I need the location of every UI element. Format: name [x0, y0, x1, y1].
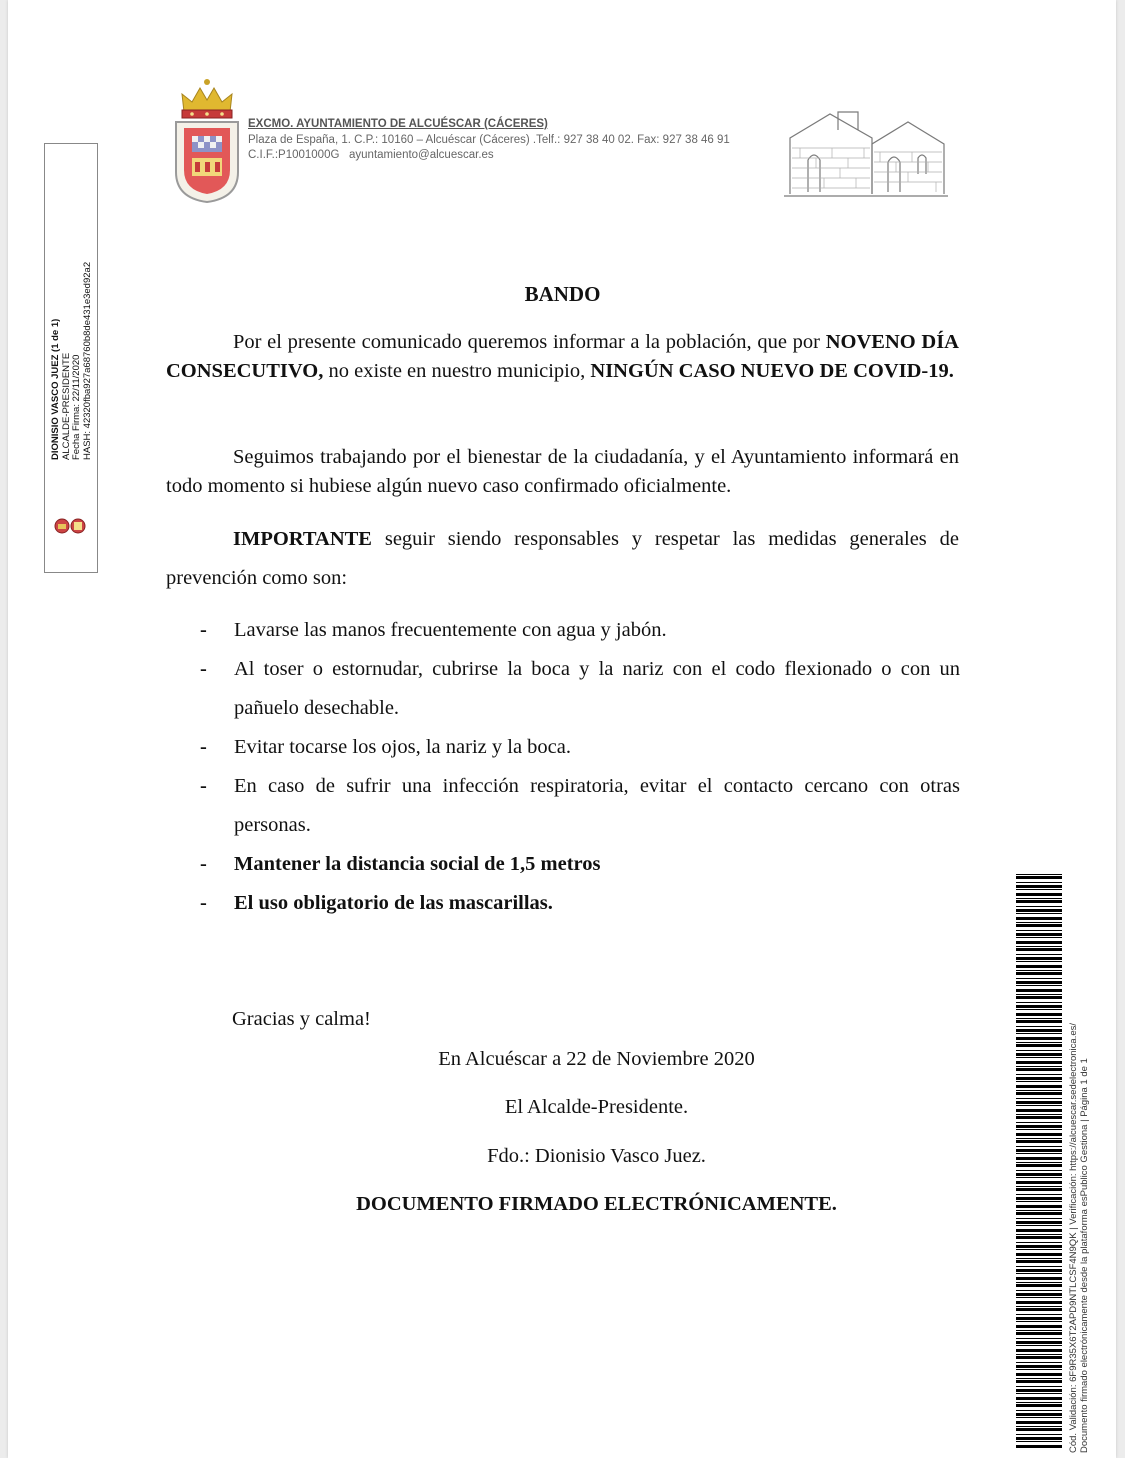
p1-text-b: no existe en nuestro municipio,: [323, 360, 591, 382]
barcode-bar: [1016, 1061, 1062, 1064]
barcode-bar: [1016, 1053, 1062, 1056]
barcode-bar: [1016, 1249, 1062, 1250]
prevention-measures-list: [200, 611, 960, 923]
barcode-bar: [1016, 900, 1062, 903]
electronic-signature-note: DOCUMENTO FIRMADO ELECTRÓNICAMENTE.: [356, 1193, 837, 1215]
barcode-bar: [1016, 1181, 1062, 1184]
barcode-bar: [1016, 1356, 1062, 1359]
barcode-bar: [1016, 1201, 1062, 1202]
barcode-bar: [1016, 970, 1062, 971]
barcode-bar: [1016, 1445, 1062, 1448]
barcode-bar: [1016, 1380, 1062, 1383]
list-item-text: Mantener la distancia social de 1,5 metros: [234, 853, 601, 875]
barcode-bar: [1016, 1229, 1062, 1232]
list-item: [200, 728, 960, 767]
barcode-bar: [1016, 1164, 1062, 1167]
barcode-bar: [1016, 1177, 1062, 1178]
paragraph-important: [166, 520, 959, 598]
barcode-bar: [1016, 1437, 1062, 1440]
barcode-bar: [1016, 1037, 1062, 1040]
barcode-bar: [1016, 1338, 1062, 1339]
barcode-bar: [1016, 1140, 1062, 1143]
barcode-bar: [1016, 1153, 1062, 1154]
barcode-bar: [1016, 1413, 1062, 1416]
barcode-bar: [1016, 1138, 1062, 1139]
barcode-bar: [1016, 1308, 1062, 1311]
barcode-bar: [1016, 1129, 1062, 1130]
barcode-bar: [1016, 1273, 1062, 1274]
barcode-bar: [1016, 946, 1062, 947]
barcode-bar: [1016, 1050, 1062, 1051]
barcode-bar: [1016, 1317, 1062, 1320]
place-and-date: En Alcuéscar a 22 de Noviembre 2020: [438, 1048, 755, 1070]
barcode-bar: [1016, 1389, 1062, 1392]
validation-barcode: [1014, 872, 1064, 1454]
barcode-bar: [1016, 885, 1062, 888]
barcode-bar: [1016, 1212, 1062, 1215]
list-item-text: Evitar tocarse los ojos, la nariz y la boca.: [234, 736, 571, 758]
barcode-bar: [1016, 1186, 1062, 1187]
barcode-bar: [1016, 1345, 1062, 1346]
barcode-bar: [1016, 1260, 1062, 1263]
barcode-bar: [1016, 1018, 1062, 1019]
barcode-bar: [1016, 1321, 1062, 1322]
document-title: BANDO: [524, 282, 601, 306]
barcode-bar: [1016, 1068, 1062, 1071]
barcode-bar: [1016, 876, 1062, 879]
paragraph-continuing-work: Seguimos trabajando por el bienestar de la ciudadanía, y el Ayuntamiento informará en todo momento si hubiese algún nuevo caso confirmado oficialmente.: [166, 446, 959, 497]
barcode-bar: [1016, 1290, 1062, 1291]
barcode-bar: [1016, 1373, 1062, 1376]
barcode-bar: [1016, 1397, 1062, 1400]
barcode-bar: [1016, 985, 1062, 986]
list-item-text: Al toser o estornudar, cubrirse la boca y la nariz con el codo flexionado o con un pañuelo desechable.: [234, 658, 960, 719]
barcode-bar: [1016, 1005, 1062, 1008]
signer-name: DIONISIO VASCO JUEZ (1 de 1): [50, 318, 61, 460]
barcode-bar: [1016, 1393, 1062, 1394]
barcode-bar: [1016, 1098, 1062, 1099]
barcode-bar: [1016, 1404, 1062, 1407]
barcode-bar: [1016, 1314, 1062, 1315]
barcode-bar: [1016, 1369, 1062, 1370]
municipal-crest-logo: [170, 76, 244, 204]
barcode-bar: [1016, 1114, 1062, 1115]
list-item-text: Lavarse las manos frecuentemente con agua y jabón.: [234, 619, 667, 641]
list-item: [200, 845, 960, 884]
barcode-bar: [1016, 1218, 1062, 1219]
bullet-dash: -: [200, 658, 207, 680]
barcode-bar: [1016, 1197, 1062, 1200]
barcode-bar: [1016, 1125, 1062, 1128]
barcode-bar: [1016, 941, 1062, 944]
barcode-bar: [1016, 1325, 1062, 1328]
church-illustration: [780, 104, 952, 200]
barcode-bar: [1016, 1341, 1062, 1344]
barcode-bar: [1016, 1258, 1062, 1259]
barcode-bar: [1016, 889, 1062, 890]
barcode-bar: [1016, 1253, 1062, 1256]
barcode-bar: [1016, 1074, 1062, 1075]
barcode-bar: [1016, 1221, 1062, 1224]
header-org-title: EXCMO. AYUNTAMIENTO DE ALCUÉSCAR (CÁCERES): [248, 118, 548, 130]
barcode-bar: [1016, 1042, 1062, 1043]
barcode-bar: [1016, 1162, 1062, 1163]
barcode-bar: [1016, 1269, 1062, 1272]
barcode-bar: [1016, 978, 1062, 979]
p3-text-bold: IMPORTANTE: [233, 528, 372, 550]
barcode-bar: [1016, 1332, 1062, 1335]
barcode-bar: [1016, 937, 1062, 938]
header-email: ayuntamiento@alcuescar.es: [349, 149, 494, 161]
list-item: [200, 650, 960, 728]
barcode-bar: [1016, 1301, 1062, 1304]
signature-hash: HASH: 42320fba927a68760b8de431e3ed92a2: [81, 261, 93, 460]
barcode-bar: [1016, 1146, 1062, 1147]
validation-code: Cód. Validación: 6F9R35X6T2APD9NTLCSF4N9QK | Verificación: https://alcuescar.sedelectronica.es/: [1068, 1022, 1079, 1453]
barcode-bar: [1016, 1013, 1062, 1016]
list-item-text: El uso obligatorio de las mascarillas.: [234, 892, 553, 914]
barcode-bar: [1016, 1170, 1062, 1171]
bullet-dash: -: [200, 619, 207, 641]
barcode-bar: [1016, 1133, 1062, 1136]
barcode-bar: [1016, 1090, 1062, 1091]
barcode-bar: [1016, 1033, 1062, 1034]
barcode-bar: [1016, 1284, 1062, 1287]
bullet-dash: -: [200, 736, 207, 758]
validation-platform: Documento firmado electrónicamente desde la plataforma esPublico Gestiona | Página 1 de 1: [1079, 1058, 1090, 1453]
barcode-bar: [1016, 1365, 1062, 1368]
barcode-bar: [1016, 1428, 1062, 1431]
barcode-bar: [1016, 1157, 1062, 1160]
barcode-bar: [1016, 996, 1062, 999]
barcode-bar: [1016, 1421, 1062, 1424]
barcode-bar: [1016, 933, 1062, 936]
list-item: [200, 611, 960, 650]
header-cif: C.I.F.:P1001000G: [248, 149, 340, 161]
barcode-bar: [1016, 1426, 1062, 1427]
barcode-bar: [1016, 1173, 1062, 1176]
barcode-bar: [1016, 1378, 1062, 1379]
barcode-bar: [1016, 1122, 1062, 1123]
barcode-bar: [1016, 874, 1062, 875]
barcode-bar: [1016, 1242, 1062, 1243]
header-contact: [248, 149, 494, 161]
barcode-bar: [1016, 1434, 1062, 1435]
barcode-bar: [1016, 1306, 1062, 1307]
barcode-bar: [1016, 1349, 1062, 1352]
barcode-bar: [1016, 1002, 1062, 1003]
barcode-bar: [1016, 913, 1062, 914]
barcode-bar: [1016, 1386, 1062, 1387]
bullet-dash: -: [200, 853, 207, 875]
barcode-bar: [1016, 1330, 1062, 1331]
list-item: [200, 767, 960, 845]
signer-position: El Alcalde-Presidente.: [504, 1096, 689, 1118]
p1-text-bold-b: NINGÚN CASO NUEVO DE COVID-19.: [590, 360, 954, 382]
barcode-bar: [1016, 1441, 1062, 1442]
barcode-bar: [1016, 1205, 1062, 1208]
barcode-bar: [1016, 1077, 1062, 1080]
list-item-text: En caso de sufrir una infección respiratoria, evitar el contacto cercano con otras personas.: [234, 775, 960, 836]
barcode-bar: [1016, 1066, 1062, 1067]
header-address: Plaza de España, 1. C.P.: 10160 – Alcuéscar (Cáceres) .Telf.: 927 38 40 02. Fax: 927 38 46 91: [248, 134, 730, 146]
barcode-bar: [1016, 1210, 1062, 1211]
barcode-bar: [1016, 1057, 1062, 1058]
barcode-bar: [1016, 1009, 1062, 1010]
barcode-bar: [1016, 1297, 1062, 1298]
barcode-bar: [1016, 906, 1062, 907]
signer-role: ALCALDE-PRESIDENTE: [60, 352, 72, 460]
barcode-bar: [1016, 1105, 1062, 1106]
barcode-bar: [1016, 1417, 1062, 1418]
signed-by: Fdo.: Dionisio Vasco Juez.: [487, 1145, 706, 1167]
stamp-seal-icon: [52, 516, 88, 536]
barcode-bar: [1016, 1293, 1062, 1296]
barcode-bar: [1016, 1029, 1062, 1032]
barcode-bar: [1016, 1410, 1062, 1411]
barcode-bar: [1016, 957, 1062, 960]
barcode-bar: [1016, 972, 1062, 975]
bullet-dash: -: [200, 892, 207, 914]
bullet-dash: -: [200, 775, 207, 797]
barcode-bar: [1016, 909, 1062, 912]
barcode-bar: [1016, 1277, 1062, 1280]
barcode-bar: [1016, 1236, 1062, 1239]
paragraph-announcement: [166, 328, 959, 386]
barcode-bar: [1016, 930, 1062, 931]
barcode-bar: [1016, 1020, 1062, 1023]
closing-thanks: Gracias y calma!: [232, 1008, 371, 1030]
barcode-bar: [1016, 917, 1062, 920]
barcode-bar: [1016, 1225, 1062, 1226]
barcode-bar: [1016, 1092, 1062, 1095]
barcode-bar: [1016, 1266, 1062, 1267]
barcode-bar: [1016, 893, 1062, 896]
barcode-bar: [1016, 989, 1062, 992]
barcode-bar: [1016, 1188, 1062, 1191]
barcode-bar: [1016, 1234, 1062, 1235]
barcode-bar: [1016, 1362, 1062, 1363]
barcode-bar: [1016, 1116, 1062, 1119]
barcode-bar: [1016, 1149, 1062, 1152]
barcode-bar: [1016, 1354, 1062, 1355]
barcode-bar: [1016, 1109, 1062, 1112]
barcode-bar: [1016, 1044, 1062, 1047]
barcode-bar: [1016, 898, 1062, 899]
barcode-bar: [1016, 1081, 1062, 1082]
barcode-bar: [1016, 948, 1062, 951]
barcode-bar: [1016, 1245, 1062, 1248]
barcode-bar: [1016, 924, 1062, 927]
barcode-bar: [1016, 882, 1062, 883]
barcode-bar: [1016, 994, 1062, 995]
barcode-bar: [1016, 961, 1062, 962]
barcode-bar: [1016, 1402, 1062, 1403]
signature-stamp-box: [44, 143, 98, 573]
barcode-bar: [1016, 1101, 1062, 1104]
barcode-bar: [1016, 965, 1062, 968]
p1-text-bold-a: NOVENO DÍA CONSECUTIVO,: [166, 331, 959, 382]
list-item: [200, 884, 960, 923]
barcode-bar: [1016, 1085, 1062, 1088]
p1-text-a: Por el presente comunicado queremos informar a la población, que por: [233, 331, 826, 353]
validation-note: [1068, 1023, 1090, 1453]
signature-date: Fecha Firma: 22/11/2020: [71, 354, 82, 460]
barcode-bar: [1016, 1194, 1062, 1195]
barcode-bar: [1016, 1282, 1062, 1283]
barcode-bar: [1016, 981, 1062, 984]
barcode-bar: [1016, 922, 1062, 923]
barcode-bar: [1016, 1026, 1062, 1027]
p3-text: seguir siendo responsables y respetar las medidas generales de prevención como son:: [166, 528, 959, 589]
barcode-bar: [1016, 954, 1062, 955]
